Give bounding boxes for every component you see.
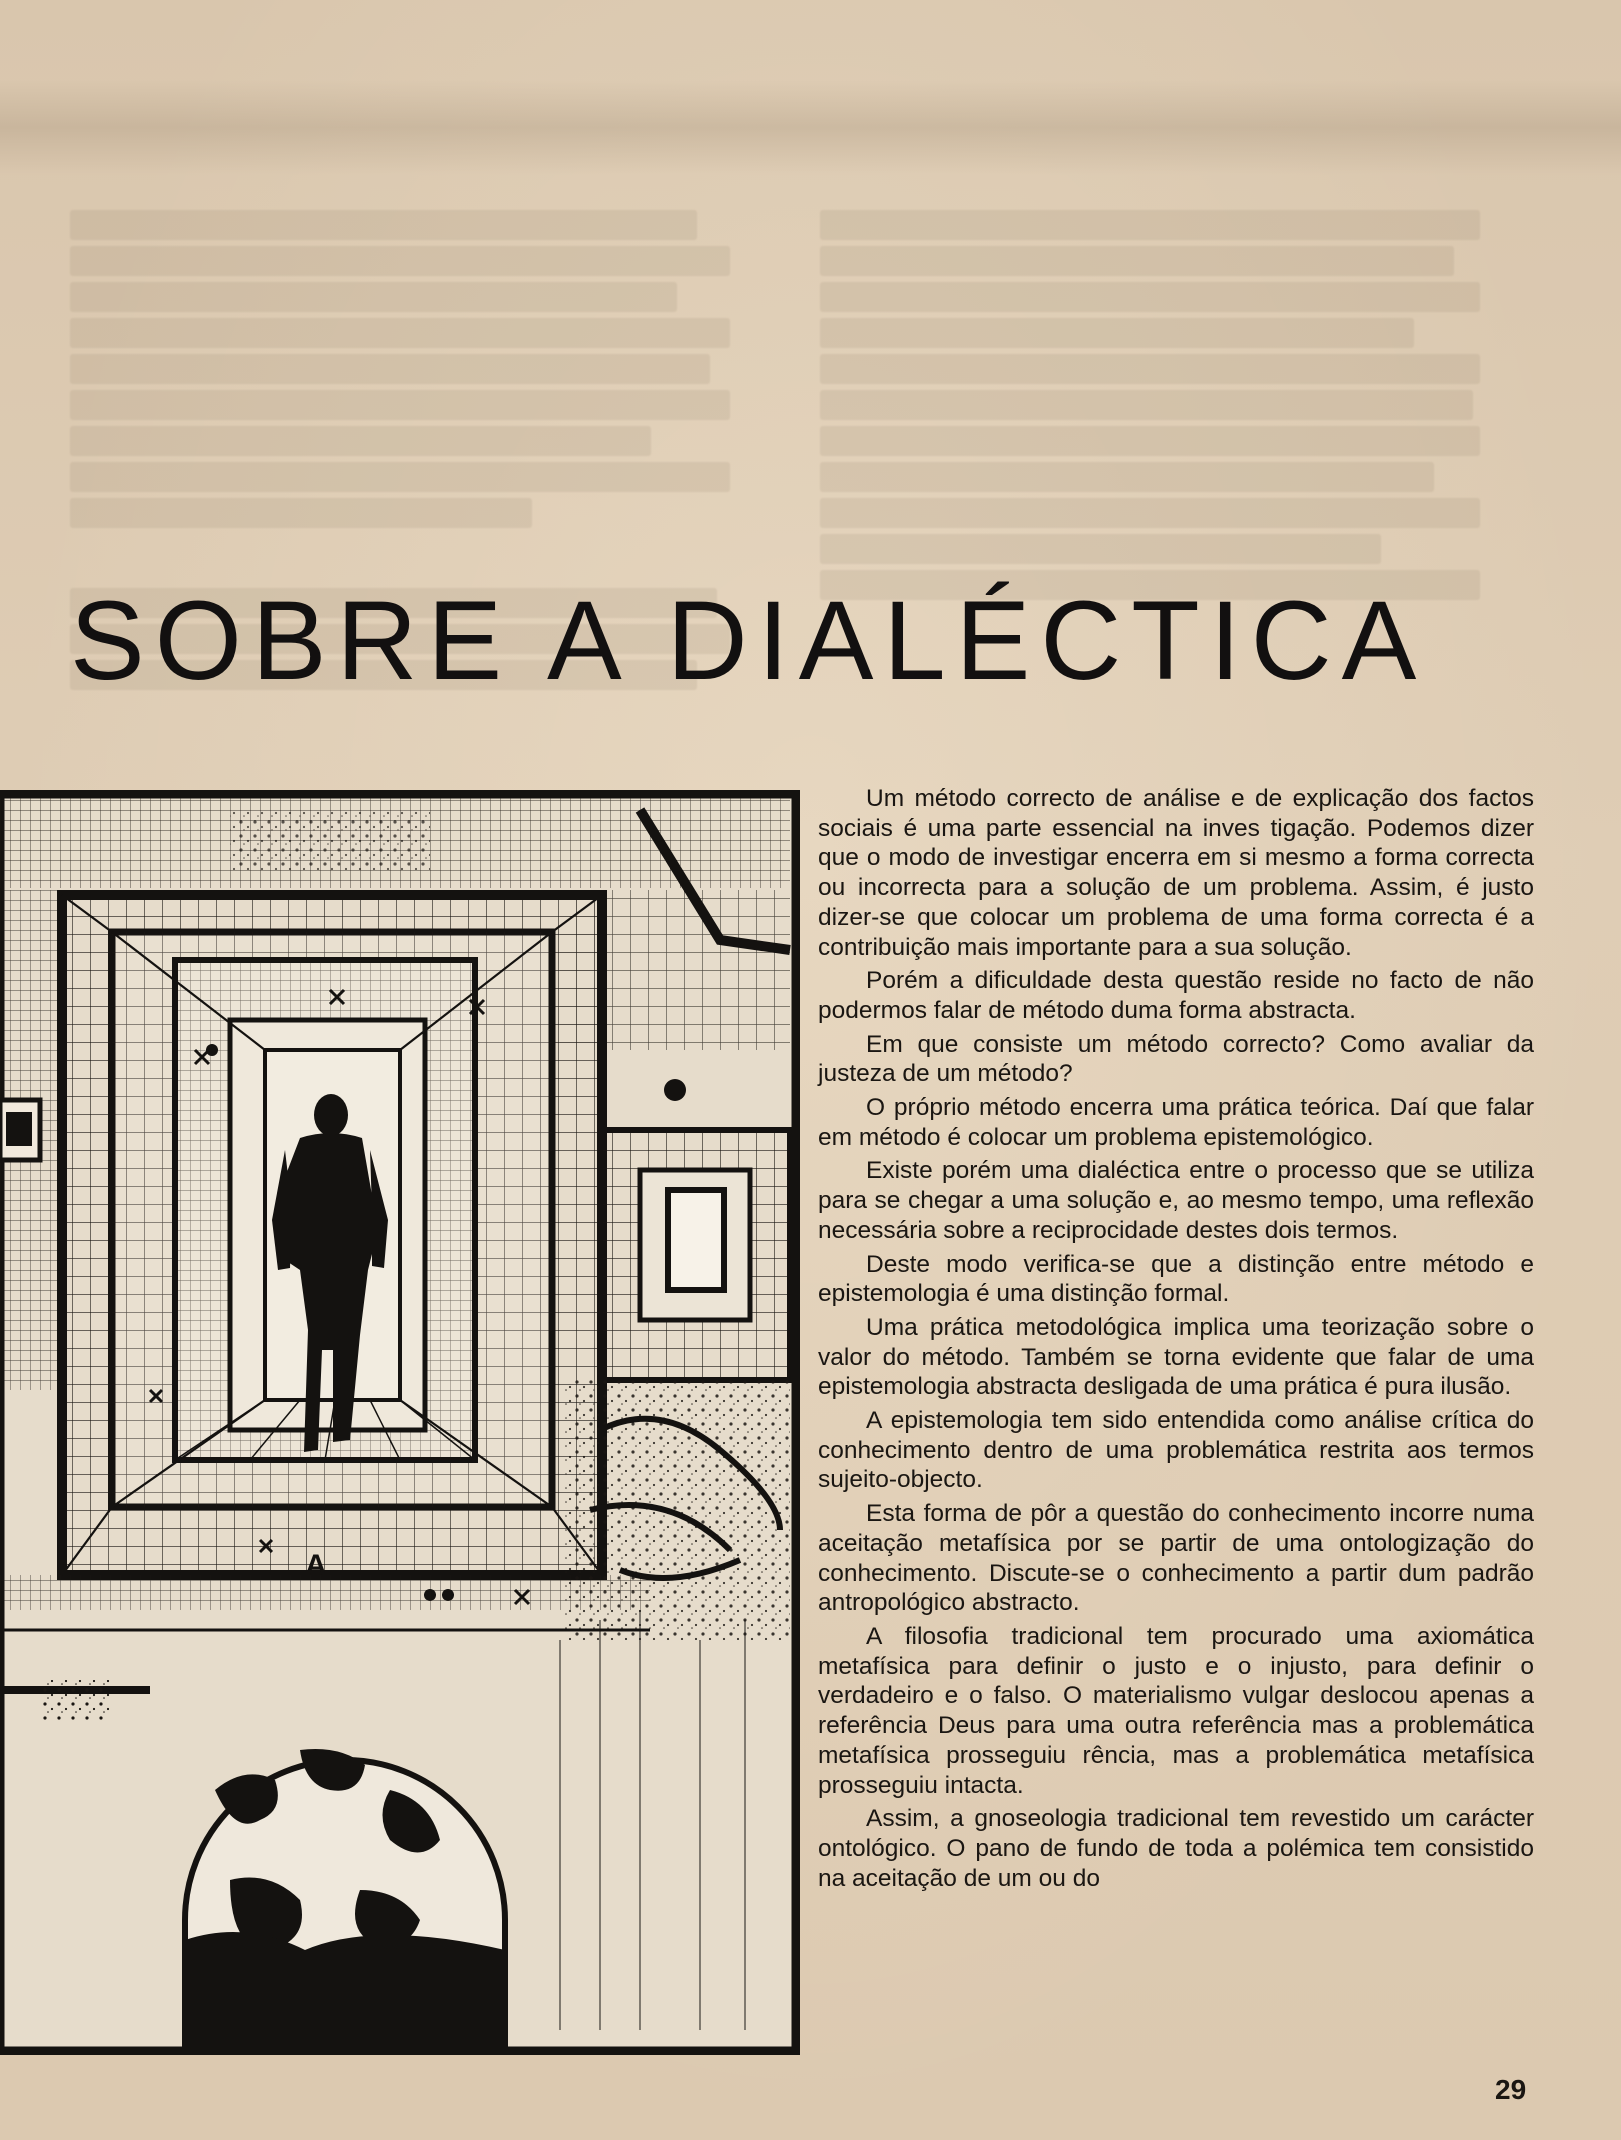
show-through-text-right (820, 210, 1480, 606)
paragraph: Uma prática metodológica implica uma teorização sobre o valor do método. Também se torna evidente que falar de uma epistemologia abstracta desligada de uma prática é pura ilusão. (818, 1313, 1534, 1401)
page-number: 29 (1495, 2074, 1527, 2105)
show-through-band (0, 80, 1621, 175)
paragraph: Assim, a gnoseologia tradicional tem revestido um carácter ontológico. O pano de fundo de toda a polémica tem consistido na aceitação de um ou do (818, 1805, 1534, 1892)
paragraph: Em que consiste um método correcto? Como avaliar da justeza de um método? (818, 1030, 1534, 1088)
paragraph: Existe porém uma dialéctica entre o processo que se utiliza para se chegar a uma solução e, ao mesmo tempo, uma reflexão necessária sobre a reciprocidade destes dois termos. (818, 1157, 1534, 1244)
article-body (818, 784, 1534, 1897)
paragraph: Um método correcto de análise e de explicação dos factos sociais é uma parte essencial na inves tigação. Podemos dizer que o modo de investigar encerra em si mesmo a forma correcta ou incorrecta para a solução de um problema. Assim, é justo dizer-se que colocar um problema de uma forma correcta é a contribuição mais importante para a sua solução. (818, 785, 1534, 961)
illustration-label: A (305, 1549, 327, 1582)
paragraph: O próprio método encerra uma prática teórica. Daí que falar em método é colocar um problema epistemológico. (818, 1094, 1534, 1151)
paragraph: A filosofia tradicional tem procurado uma axiomática metafísica para definir o justo e o injusto, para definir o verdadeiro e o falso. O materialismo vulgar deslocou apenas a referência Deus para uma outra referência mas a problemática metafísica prosseguiu rência, mas a problemática metafísica prosseguiu intacta. (818, 1622, 1534, 1799)
article-title: SOBRE A DIALÉCTICA (70, 578, 1427, 703)
paragraph: A epistemologia tem sido entendida como análise crítica do conhecimento dentro de uma problemática restrita aos termos sujeito-objecto. (818, 1407, 1534, 1494)
corridor-illustration-icon (0, 790, 800, 2055)
paragraph: Deste modo verifica-se que a distinção entre método e epistemologia é uma distinção formal. (818, 1250, 1534, 1308)
paragraph: Esta forma de pôr a questão do conhecimento incorre numa aceitação metafísica por se partir de uma ontologização do conhecimento. Discute-se o conhecimento a partir dum padrão antropológico abstracto. (818, 1500, 1534, 1617)
paragraph: Porém a dificuldade desta questão reside no facto de não podermos falar de método duma forma abstracta. (818, 967, 1534, 1024)
